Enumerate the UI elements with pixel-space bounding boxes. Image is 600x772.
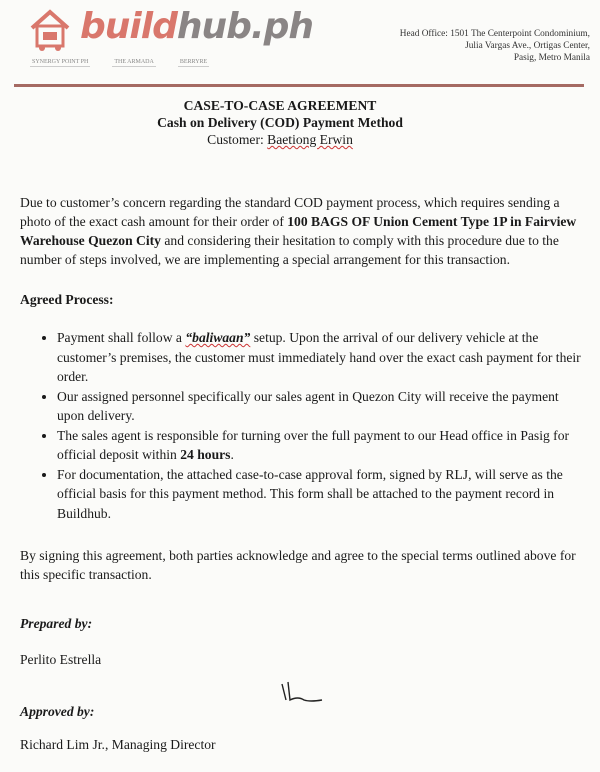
brand-logo [80,6,313,47]
order-details: 100 BAGS OF Union Cement Type 1P in Fairview Warehouse Quezon City [20,214,577,248]
agreed-process-list [38,328,587,523]
list-item: • For documentation, the attached case-to-case approval form, signed by RLJ, will serve as the official basis for this payment method. This form shall be attached to the payment record in Buildhub. [57,465,587,524]
buildhub-house-logo-icon [28,8,72,52]
document-title: CASE-TO-CASE AGREEMENT [183,98,377,113]
header-divider [14,84,584,87]
partner-logo: BERRYRE [179,59,208,65]
item-text: setup. Upon the arrival of our delivery vehicle at the customer’s premises, the customer must immediately hand over the exact cash payment for their order. [57,330,581,384]
item-text: The sales agent is responsible for turning over the full payment to our Head office in Pasig for official deposit within [57,427,570,462]
partner-logo: THE ARMADA [114,59,154,65]
partner-logos [30,58,209,67]
brand-part1: build [80,6,177,47]
signature-mark [278,678,328,708]
list-item [57,328,587,387]
prepared-by-name: Perlito Estrella [20,652,102,667]
item-bold: 24 hours [180,447,231,462]
agreed-process-heading: Agreed Process: [20,292,114,307]
prepared-by-label: Prepared by: [20,616,93,631]
document-subtitle: Cash on Delivery (COD) Payment Method [157,115,403,130]
closing-paragraph: By signing this agreement, both parties acknowledge and agree to the special terms outlined above for this specific transaction. [20,548,576,582]
list-item [57,426,587,465]
intro-paragraph [20,193,588,269]
approved-by-label: Approved by: [20,704,95,719]
customer-label: Customer: [207,132,268,147]
intro-text: and considering their hesitation to comply with this procedure due to the number of steps involved, we are implementing a special arrangement for this transaction. [20,233,559,267]
head-office-address [400,28,590,64]
item-text: Payment shall follow a [57,330,186,345]
intro-text: Due to customer’s concern regarding the standard COD payment process, which requires sending a photo of the exact cash amount for their order of [20,195,560,229]
approved-by-name: Richard Lim Jr., Managing Director [20,737,216,752]
address-line: Julia Vargas Ave., Ortigas Center, [465,41,590,51]
list-item: • Our assigned personnel specifically our sales agent in Quezon City will receive the payment upon delivery. [57,387,587,426]
partner-logo: SYNERGY POINT PH [32,59,89,65]
item-emphasis: “baliwaan” [185,330,251,345]
address-line: Pasig, Metro Manila [513,53,590,63]
item-text: . [230,447,234,462]
customer-name: Baetiong Erwin [267,132,353,147]
brand-part2: hub.ph [176,6,313,47]
customer-line [0,132,560,148]
address-line: Head Office: 1501 The Centerpoint Condominium, [399,29,590,39]
